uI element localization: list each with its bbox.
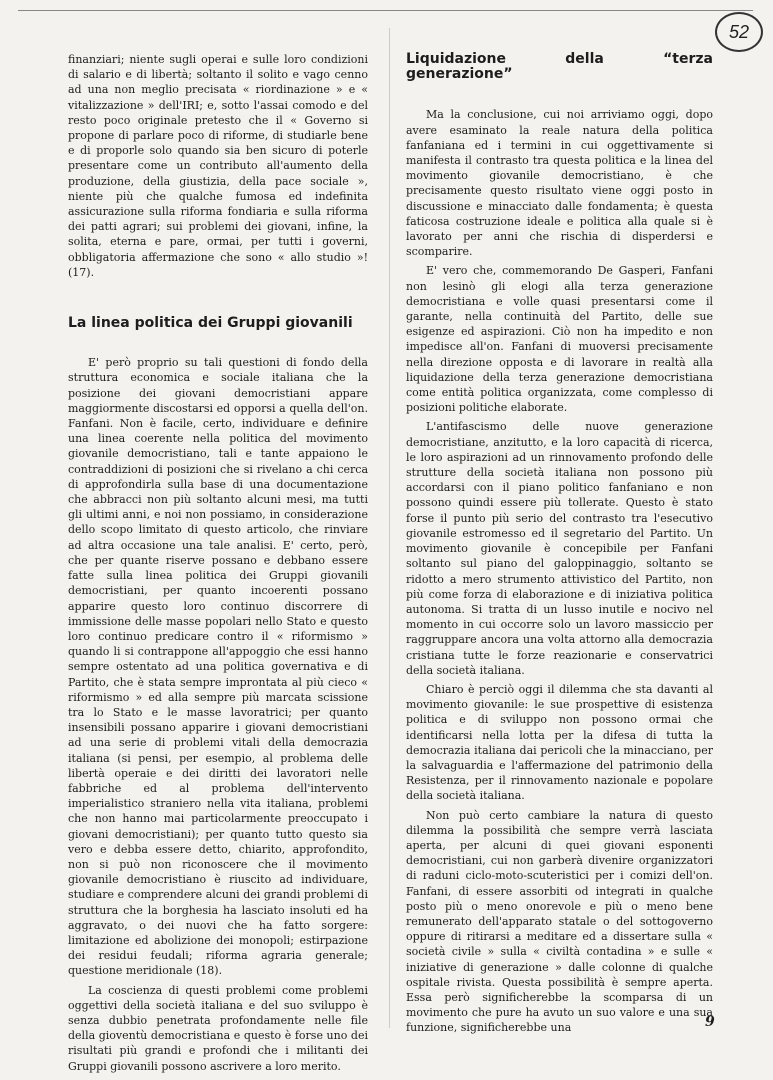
left-column: [68, 52, 368, 1078]
handwritten-page-mark: 52: [715, 12, 763, 52]
top-rule: [18, 10, 753, 11]
right-paragraph-5: Non può certo cambiare la natura di questo dilemma la possibilità che sempre verrà lasciata aperta, per alcuni di quei giovani esponenti democristiani, cui non garberà divenire organizzatori di raduni ciclo-moto-scuteristici per i comizi dell'on. Fanfani, di essere assorbiti od integrati in qualche posto più o meno onorevole e più o meno bene remunerato dell'apparato statale o del sottogoverno oppure di ritirarsi a meditare ed a dissertare sulla « società civile » sulla « civiltà contadina » e sulle « iniziative di generazione » dalle colonne di qualche ospitale rivista. Questa possibilità è sempre aperta. Essa però significherebbe la scomparsa di un movimento che pure ha avuto un suo valore e una sua funzione, significherebbe una: [406, 808, 713, 1035]
right-paragraph-1: Ma la conclusione, cui noi arriviamo oggi, dopo avere esaminato la reale natura della politica fanfaniana ed i termini in cui oggettivamente si manifesta il contrasto tra questa politica e la linea del movimento giovanile democristiano, è che precisamente questo risultato viene oggi posto in discussione e minacciato dalle fondamenta; è questa faticosa costruzione ideale e politica alla quale si è lavorato per anni che rischia di disperdersi e scomparire.: [406, 108, 713, 259]
column-divider: [389, 28, 390, 1028]
left-paragraph-1: E' però proprio su tali questioni di fondo della struttura economica e sociale italiana che la posizione dei giovani democristiani appare maggiormente discostarsi ed opporsi a quella dell'on. Fanfani. Non è facile, certo, individuare e definire una linea coerente nella politica del movimento giovanile democristiano, tali e tante appaiono le contraddizioni di posizioni che si rivelano a chi cerca di approfondirla sulla base di una documentazione che abbracci non più soltanto alcuni mesi, ma tutti gli ultimi anni, e noi non possiamo, in considerazione dello scopo limitato di questo articolo, che rinviare ad altra occasione una tale analisi. E' certo, però, che per quante riserve possano e debbano essere fatte sulla linea politica dei Gruppi giovanili democristiani, per quanto incoerenti possano apparire questo loro continuo discorrere di immissione delle masse popolari nello Stato e questo loro continuo predicare contro il « riformismo » quando li si contrappone all'appoggio che essi hanno sempre ostentato ad una politica governativa e di Partito, che è stata sempre improntata al più cieco « riformismo » ed alla sempre più marcata scissione tra lo Stato e le masse lavoratrici; per quanto insensibili possano apparire i giovani democristiani ad una serie di problemi vitali della democrazia italiana (si pensi, per esempio, al problema delle libertà operaie e dei diritti dei lavoratori nelle fabbriche ed al problema dell'intervento imperialistico straniero nella vita italiana, problemi che non hanno mai particolarmente preoccupato i giovani democristiani); per quanto tutto questo sia vero e debba essere detto, chiarito, approfondito, non si può non riconoscere che il movimento giovanile democristiano è riuscito ad individuare, studiare e comprendere alcuni dei grandi problemi di struttura che la borghesia ha lasciato insoluti ed ha aggravato, o dei nuovi che ha fatto sorgere: limitazione ed abolizione dei monopoli; estirpazione dei residui feudali; riforma agraria generale; questione meridionale (18).: [68, 356, 368, 978]
right-column: [406, 52, 713, 1040]
right-paragraph-4: Chiaro è perciò oggi il dilemma che sta davanti al movimento giovanile: le sue prospettive di esistenza politica e di sviluppo non possono ormai che identificarsi nella lotta per la difesa di tutta la democrazia italiana dai pericoli che la minacciano, per la salvaguardia e l'affermazione del patrimonio della Resistenza, per il rinnovamento nazionale e popolare della società italiana.: [406, 682, 713, 803]
right-paragraph-2: E' vero che, commemorando De Gasperi, Fanfani non lesinò gli elogi alla terza generazione democristiana e volle quasi presentarsi come il garante, nella continuità del Partito, delle sue esigenze ed aspirazioni. Ciò non ha impedito e non impedisce all'on. Fanfani di muoversi precisamente nella direzione opposta e di lavorare in realtà alla liquidazione della terza generazione democristiana come entità politica organizzata, come complesso di posizioni politiche elaborate.: [406, 264, 713, 415]
left-intro-paragraph: finanziari; niente sugli operai e sulle loro condizioni di salario e di libertà; soltanto il solito e vago cenno ad una non meglio precisata « riordinazione » e « vitalizzazione » dell'IRI; e, sotto l'assai comodo e del resto poco originale pretesto che il « Governo si propone di parlare poco di riforme, di studiarle bene e di proporle solo quando sia ben sicuro di poterle presentare come un contributo all'aumento della produzione, della giustizia, della pace sociale », niente più che qualche fumosa ed indefinita assicurazione sulla riforma fondiaria e sulla riforma dei patti agrari; sui problemi dei giovani, infine, la solita, eterna e pare, ormai, per tutti i governi, obbligatoria affermazione che sono « allo studio »! (17).: [68, 53, 368, 279]
section-heading-liquidazione: Liquidazione della “terza generazione”: [406, 51, 713, 83]
right-paragraph-3: L'antifascismo delle nuove generazione democristiane, anzitutto, e la loro capacità di ricerca, le loro aspirazioni ad un rinnovamento profondo delle strutture della società italiana non possono più accordarsi con il piano politico fanfaniano e non possono quindi essere più tollerate. Questo è stato forse il punto più serio del contrasto tra l'esecutivo giovanile estromesso ed il segretario del Partito. Un movimento giovanile è concepibile per Fanfani soltanto sul piano del galoppinaggio, soltanto se ridotto a mero strumento attivistico del Partito, non più come forza di elaborazione e di iniziativa politica autonoma. Si tratta di un lusso inutile e nocivo nel momento in cui occorre solo un lavoro massiccio per raggruppare ancora una volta attorno alla democrazia cristiana tutte le forze reazionarie e conservatrici della società italiana.: [406, 420, 713, 677]
left-paragraph-2: La coscienza di questi problemi come problemi oggettivi della società italiana e del suo sviluppo è senza dubbio penetrata profondamente nelle file della gioventù democristiana e questo è forse uno dei risultati più grandi e profondi che i militanti dei Gruppi giovanili possono ascrivere a loro merito.: [68, 983, 368, 1073]
page-number: 9: [705, 1014, 715, 1030]
section-heading-linea-politica: La linea politica dei Gruppi giovanili: [68, 315, 353, 332]
